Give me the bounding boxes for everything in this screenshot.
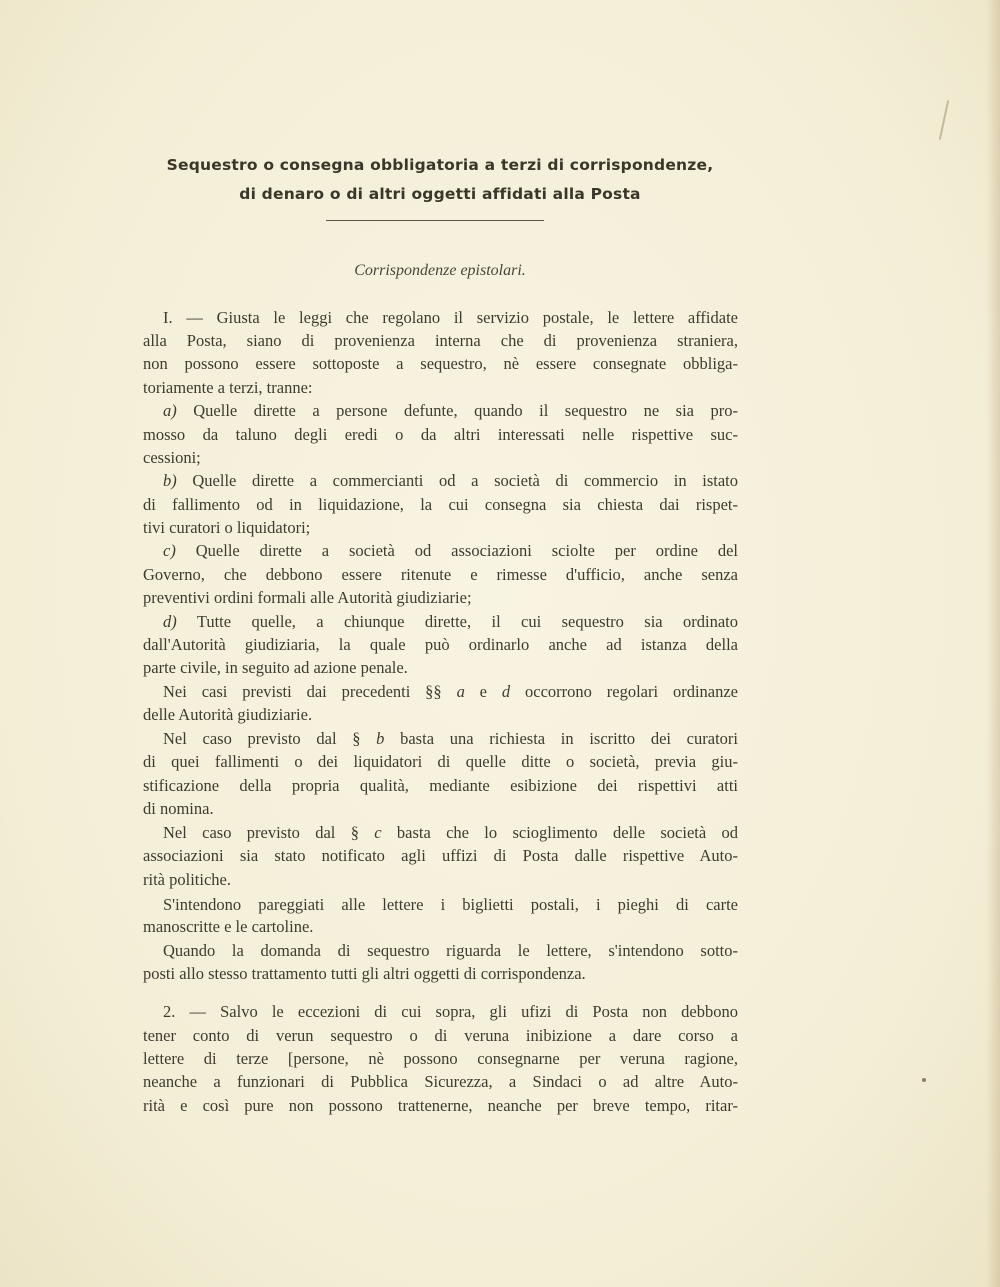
text-segment: toriamente a terzi, tranne: [143,378,313,397]
text-segment: alla Posta, siano di provenienza interna che di provenienza straniera, [143,331,738,350]
text-segment: neanche a funzionari di Pubblica Sicurezza, a Sindaci o ad altre Auto- [143,1072,738,1091]
text-segment: 2. — Salvo le eccezioni di cui sopra, gli ufizi di Posta non debbono [163,1002,738,1021]
text-segment: dall'Autorità giudiziaria, la quale può ordinarlo anche ad istanza della [143,635,738,654]
text-segment: lettere di terze [persone, nè possono consegnarne per veruna ragione, [143,1049,738,1068]
title-divider [326,220,544,221]
italic-text: b) [163,471,177,490]
text-line [143,1095,738,1117]
document-title-line-1: Sequestro o consegna obbligatoria a terzi di corrispondenze, [166,156,714,174]
text-segment: Governo, che debbono essere ritenute e rimesse d'ufficio, anche senza [143,565,738,584]
text-segment: stificazione della propria qualità, mediante esibizione dei rispettivi atti [143,776,738,795]
text-line [143,517,738,539]
text-line [143,564,738,586]
text-segment: e [464,682,502,701]
text-line [163,681,738,703]
text-segment: S'intendono pareggiati alle lettere i biglietti postali, i pieghi di carte [163,895,738,914]
italic-text: d) [163,612,177,631]
italic-text: a) [163,401,177,420]
text-segment: Quando la domanda di sequestro riguarda le lettere, s'intendono sotto- [163,941,738,960]
text-line [143,963,738,985]
text-line [143,353,738,375]
text-segment: basta che lo scioglimento delle società od [381,823,738,842]
text-segment: preventivi ordini formali alle Autorità giudiziarie; [143,588,472,607]
text-segment: Quelle dirette a persone defunte, quando il sequestro ne sia pro- [176,401,738,420]
text-segment: Quelle dirette a società od associazioni sciolte per ordine del [175,541,738,560]
text-line [163,1001,738,1023]
text-line [163,400,738,422]
text-segment: posti allo stesso trattamento tutti gli altri oggetti di corrispondenza. [143,964,586,983]
text-line [143,657,738,679]
text-line [143,1048,738,1070]
italic-text: a [456,682,465,701]
italic-text: b [376,729,385,748]
text-line [143,330,738,352]
page-edge [986,0,1000,1287]
text-segment: Tutte quelle, a chiunque dirette, il cui sequestro sia ordinato [176,612,738,631]
text-segment: cessioni; [143,448,201,467]
text-segment: manoscritte e le cartoline. [143,917,314,936]
text-line [143,916,738,938]
document-title-line-2: di denaro o di altri oggetti affidati alla Posta [239,185,641,203]
text-line [143,587,738,609]
text-line [143,869,738,891]
text-line [163,540,738,562]
text-line [143,494,738,516]
text-segment: parte civile, in seguito ad azione penale. [143,658,408,677]
text-line [143,845,738,867]
text-segment: Nel caso previsto dal § [163,729,377,748]
text-segment: delle Autorità giudiziarie. [143,705,313,724]
text-segment: di fallimento od in liquidazione, la cui consegna sia chiesta dai rispet- [143,495,738,514]
text-line [163,822,738,844]
text-line [163,611,738,633]
text-segment: rità e così pure non possono trattenerne, neanche per breve tempo, ritar- [143,1096,738,1115]
text-segment: di nomina. [143,799,214,818]
text-segment: occorrono regolari ordinanze [510,682,738,701]
italic-text: c) [163,541,176,560]
text-segment: Nel caso previsto dal § [163,823,375,842]
text-segment: non possono essere sottoposte a sequestro, nè essere consegnate obbliga- [143,354,738,373]
text-segment: I. — Giusta le leggi che regolano il servizio postale, le lettere affidate [163,308,738,327]
text-segment: di quei fallimenti o dei liquidatori di quelle ditte o società, previa giu- [143,752,738,771]
text-line [143,1071,738,1093]
text-line [143,634,738,656]
italic-text: d [501,682,511,701]
text-line [163,307,738,329]
text-segment: Quelle dirette a commercianti od a società di commercio in istato [176,471,738,490]
text-line [163,940,738,962]
text-segment: mosso da taluno degli eredi o da altri interessati nelle rispettive suc- [143,425,738,444]
text-line [163,728,738,750]
text-line [143,1025,738,1047]
text-segment: tener conto di verun sequestro o di veruna inibizione a dare corso a [143,1026,738,1045]
text-line [143,377,738,399]
text-line [143,704,738,726]
italic-text: c [374,823,382,842]
text-line [143,798,738,820]
text-segment: rità politiche. [143,870,231,889]
text-segment: basta una richiesta in iscritto dei curatori [384,729,738,748]
ink-spot [922,1078,926,1082]
text-line [143,447,738,469]
text-line [143,424,738,446]
text-segment: Nei casi previsti dai precedenti §§ [163,682,457,701]
text-line [143,775,738,797]
text-line [163,894,738,916]
text-segment: associazioni sia stato notificato agli uffizi di Posta dalle rispettive Auto- [143,846,738,865]
section-subtitle: Corrispondenze epistolari. [354,262,526,279]
text-line [143,751,738,773]
text-line [163,470,738,492]
text-segment: tivi curatori o liquidatori; [143,518,311,537]
